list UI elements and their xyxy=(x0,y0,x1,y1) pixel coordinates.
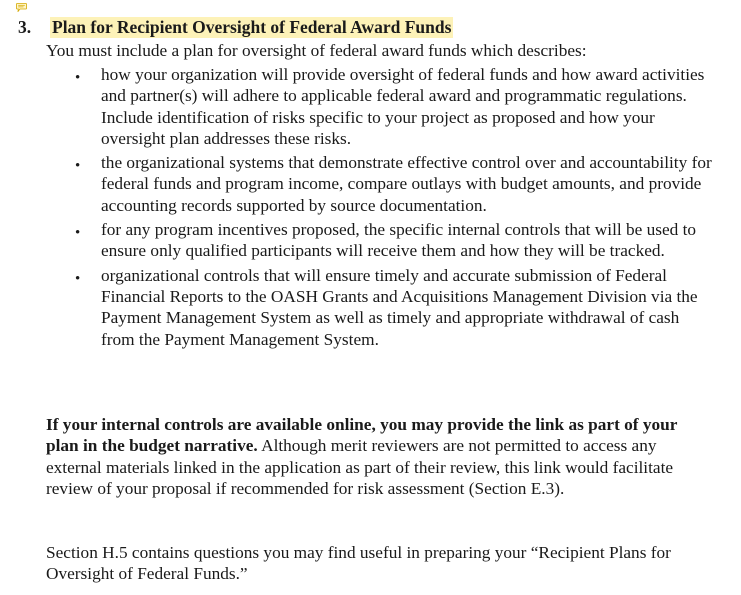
section-number: 3. xyxy=(18,17,32,37)
comment-icon[interactable] xyxy=(16,3,27,12)
list-item xyxy=(0,219,716,262)
bullet-icon: • xyxy=(75,158,81,175)
bullet-icon: • xyxy=(75,70,81,86)
bullet-text: the organizational systems that demonstrate effective control over and accountability for federal funds and program income, compare outlays with budget amounts, and provide accounting records supported by source documentation. xyxy=(101,153,712,215)
bullet-icon: • xyxy=(75,270,81,287)
internal-controls-bold-text: If your internal controls are available online, you may provide the link as part of your plan in the budget narrative. xyxy=(46,415,678,456)
section-title: Plan for Recipient Oversight of Federal Award Funds xyxy=(52,17,452,37)
intro-text: You must include a plan for oversight of federal award funds which describes: xyxy=(46,41,587,60)
internal-controls-text: Although merit reviewers are not permitted to access any external materials linked in the application as part of their review, this link would facilitate review of your proposal if recommended for risk assessment (Section E.3). xyxy=(46,436,674,498)
bullet-text: organizational controls that will ensure timely and accurate submission of Federal Financial Reports to the OASH Grants and Acquisitions Management Division via the Payment Management System as well as timely and appropriate withdrawal of cash from the Payment Management System. xyxy=(101,265,698,349)
bullet-text: for any program incentives proposed, the specific internal controls that will be used to ensure only qualified participants will receive them and how they will be tracked. xyxy=(101,220,697,261)
bullet-list xyxy=(0,64,716,353)
list-item xyxy=(0,265,716,350)
list-item xyxy=(0,64,716,149)
list-item xyxy=(0,152,716,216)
bullet-icon: • xyxy=(75,225,81,242)
section-reference-paragraph: Section H.5 contains questions you may find useful in preparing your “Recipient Plans for Oversight of Federal Funds.” xyxy=(46,543,671,584)
internal-controls-paragraph xyxy=(46,414,696,499)
section-heading xyxy=(18,15,453,40)
bullet-text: how your organization will provide oversight of federal funds and how award activities and partner(s) will adhere to applicable federal award and programmatic regulations. Include identification of risks specific to your project as proposed and how your oversight plan addresses these risks. xyxy=(101,65,705,148)
